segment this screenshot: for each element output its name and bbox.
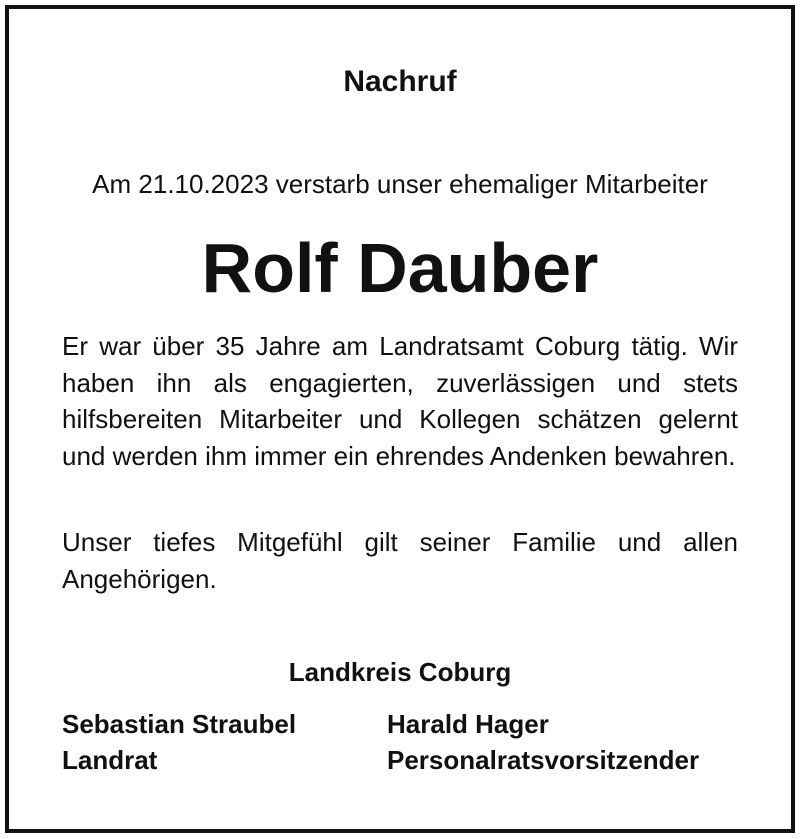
signatory-block-1 xyxy=(62,706,296,778)
signatory-block-2 xyxy=(387,706,699,778)
notice-paragraph-condolence: Unser tiefes Mitgefühl gilt seiner Familie und allen Angehörigen. xyxy=(62,527,738,594)
signatory-name: Sebastian Straubel xyxy=(62,709,297,739)
notice-intro: Am 21.10.2023 verstarb unser ehemaliger Mitarbeiter xyxy=(92,169,708,199)
notice-heading: Nachruf xyxy=(343,65,457,98)
organization-name: Landkreis Coburg xyxy=(288,657,512,687)
deceased-name: Rolf Dauber xyxy=(201,229,599,307)
signatory-name: Harald Hager xyxy=(387,709,549,739)
notice-paragraph-tribute: Er war über 35 Jahre am Landratsamt Coburg tätig. Wir haben ihn als engagierten, zuverlässigen und stets hilfsbereiten Mitarbeiter und Kollegen schätzen gelernt und werden ihm immer ein ehrendes Andenken bewahren. xyxy=(62,331,738,471)
signatory-role: Landrat xyxy=(62,745,158,775)
signatory-role: Personalratsvorsitzender xyxy=(387,745,700,775)
